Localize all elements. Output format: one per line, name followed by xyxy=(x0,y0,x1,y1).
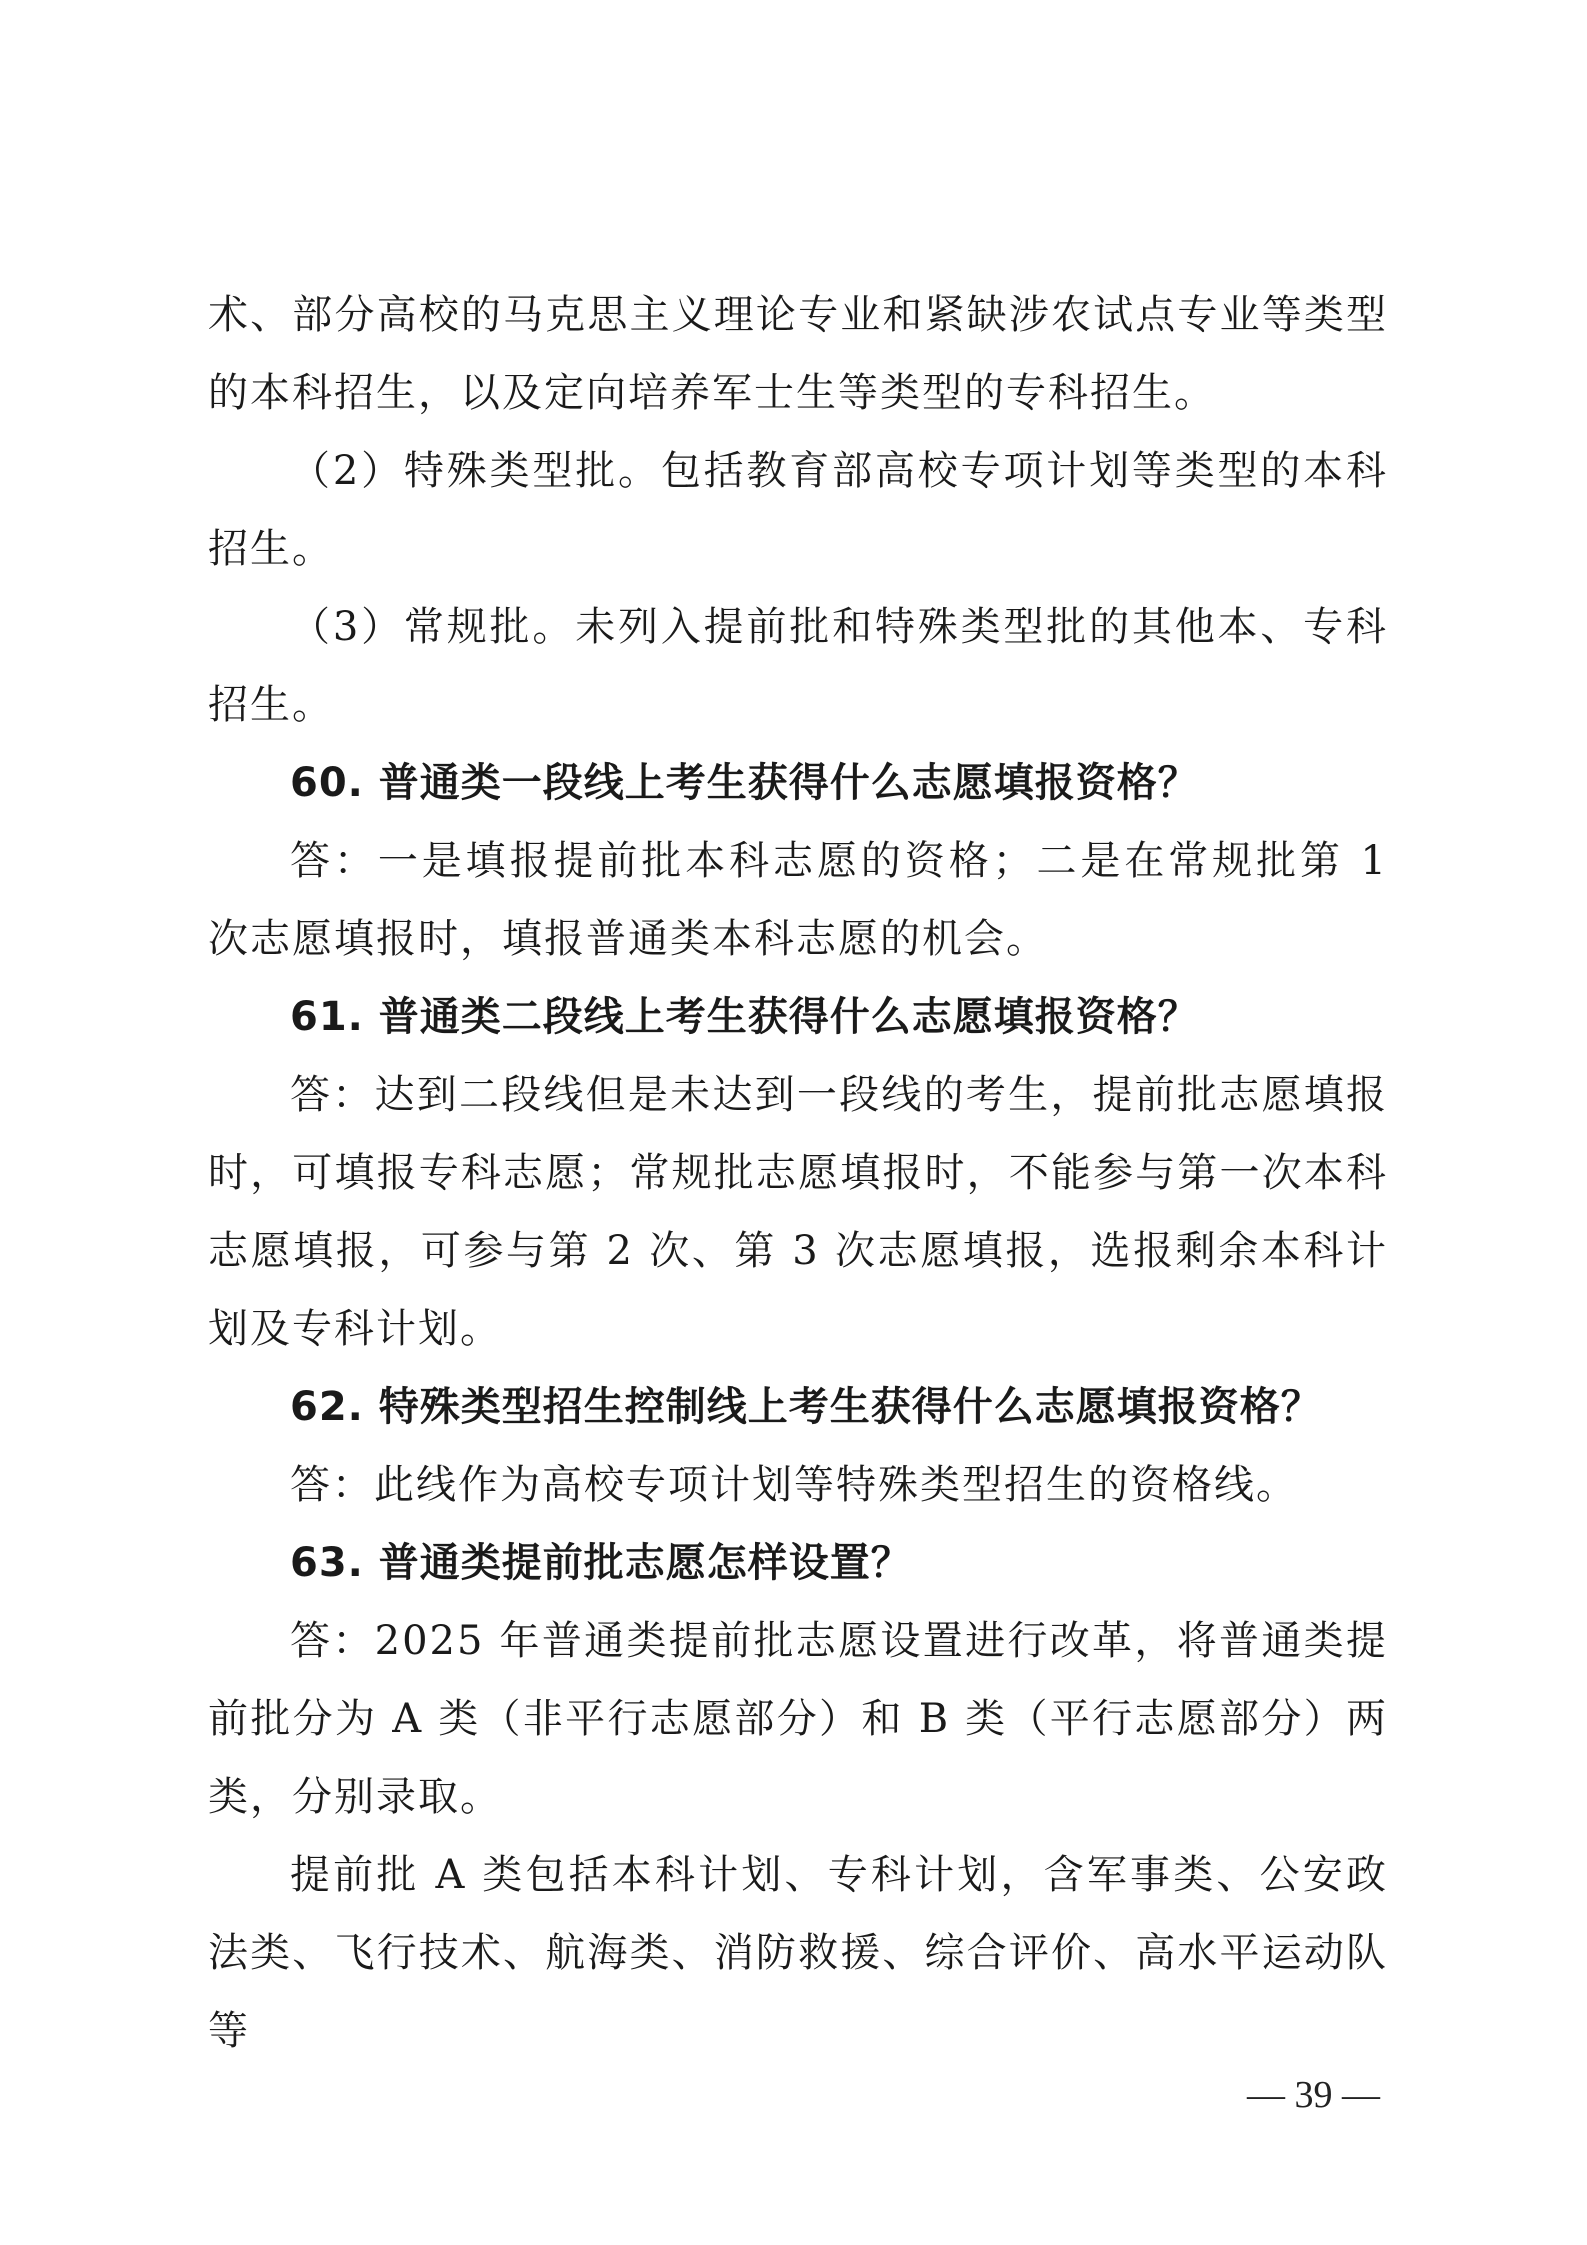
answer-paragraph: 答：一是填报提前批本科志愿的资格；二是在常规批第 1 次志愿填报时，填报普通类本科志愿的机会。 xyxy=(208,838,1388,962)
paragraph: （3）常规批。未列入提前批和特殊类型批的其他本、专科招生。 xyxy=(208,604,1388,728)
document-body xyxy=(208,276,1388,2070)
paragraph: 提前批 A 类包括本科计划、专科计划，含军事类、公安政法类、飞行技术、航海类、消防救援、综合评价、高水平运动队等 xyxy=(208,1852,1388,2054)
question-heading: 63. 普通类提前批志愿怎样设置？ xyxy=(290,1540,912,1586)
question-heading: 60. 普通类一段线上考生获得什么志愿填报资格？ xyxy=(290,760,1199,806)
paragraph: （2）特殊类型批。包括教育部高校专项计划等类型的本科招生。 xyxy=(208,448,1388,572)
answer-paragraph: 答：2025 年普通类提前批志愿设置进行改革，将普通类提前批分为 A 类（非平行志愿部分）和 B 类（平行志愿部分）两类，分别录取。 xyxy=(208,1618,1388,1820)
question-heading: 62. 特殊类型招生控制线上考生获得什么志愿填报资格？ xyxy=(290,1384,1322,1430)
answer-paragraph: 答：此线作为高校专项计划等特殊类型招生的资格线。 xyxy=(290,1462,1298,1508)
page-number: — 39 — xyxy=(1247,2074,1380,2116)
answer-paragraph: 答：达到二段线但是未达到一段线的考生，提前批志愿填报时，可填报专科志愿；常规批志愿填报时，不能参与第一次本科志愿填报，可参与第 2 次、第 3 次志愿填报，选报剩余本科计划及专科计划。 xyxy=(208,1072,1388,1352)
paragraph: 术、部分高校的马克思主义理论专业和紧缺涉农试点专业等类型的本科招生，以及定向培养军士生等类型的专科招生。 xyxy=(208,292,1388,416)
question-heading: 61. 普通类二段线上考生获得什么志愿填报资格？ xyxy=(290,994,1199,1040)
